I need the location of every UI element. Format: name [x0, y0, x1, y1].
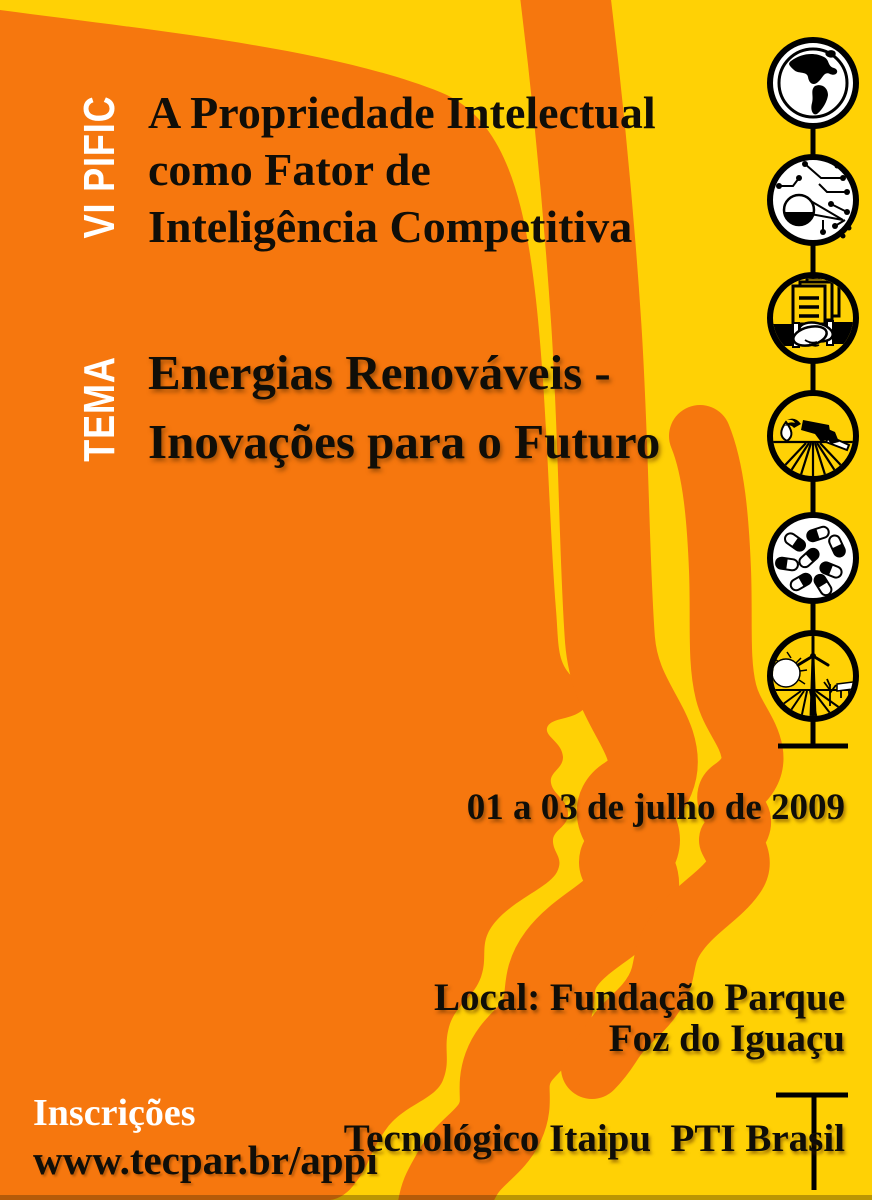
- theme-line-2: Inovações para o Futuro: [148, 414, 661, 469]
- event-city: Foz do Iguaçu: [608, 1017, 845, 1060]
- location-line-1: Local: Fundação Parque: [434, 976, 845, 1019]
- wind-turbine-sun-solar-icon: [767, 630, 859, 722]
- event-code-vertical-label: VI PIFIC: [75, 95, 124, 239]
- theme-line-1: Energias Renováveis -: [148, 345, 611, 400]
- bottom-edge-shade: [0, 1195, 872, 1200]
- location-line-2: Tecnológico Itaipu PTI Brasil: [343, 1117, 845, 1160]
- globe-americas-icon: [767, 37, 859, 129]
- title-line-1: A Propriedade Intelectual: [148, 87, 656, 138]
- circuit-board-flask-icon: [767, 154, 859, 246]
- poster-title: [148, 84, 656, 255]
- event-date: 01 a 03 de julho de 2009: [466, 787, 845, 828]
- title-line-2: como Fator de: [148, 144, 431, 195]
- fuel-nozzle-field-icon: [767, 390, 859, 482]
- title-line-3: Inteligência Competitiva: [148, 201, 633, 252]
- capsules-pills-icon: [767, 512, 859, 604]
- registration-label: Inscrições: [33, 1092, 196, 1134]
- poster-theme: [148, 338, 660, 476]
- registration-url: www.tecpar.br/appi: [33, 1137, 378, 1183]
- theme-vertical-label: TEMA: [75, 356, 124, 462]
- handshake-documents-icon: [767, 272, 859, 364]
